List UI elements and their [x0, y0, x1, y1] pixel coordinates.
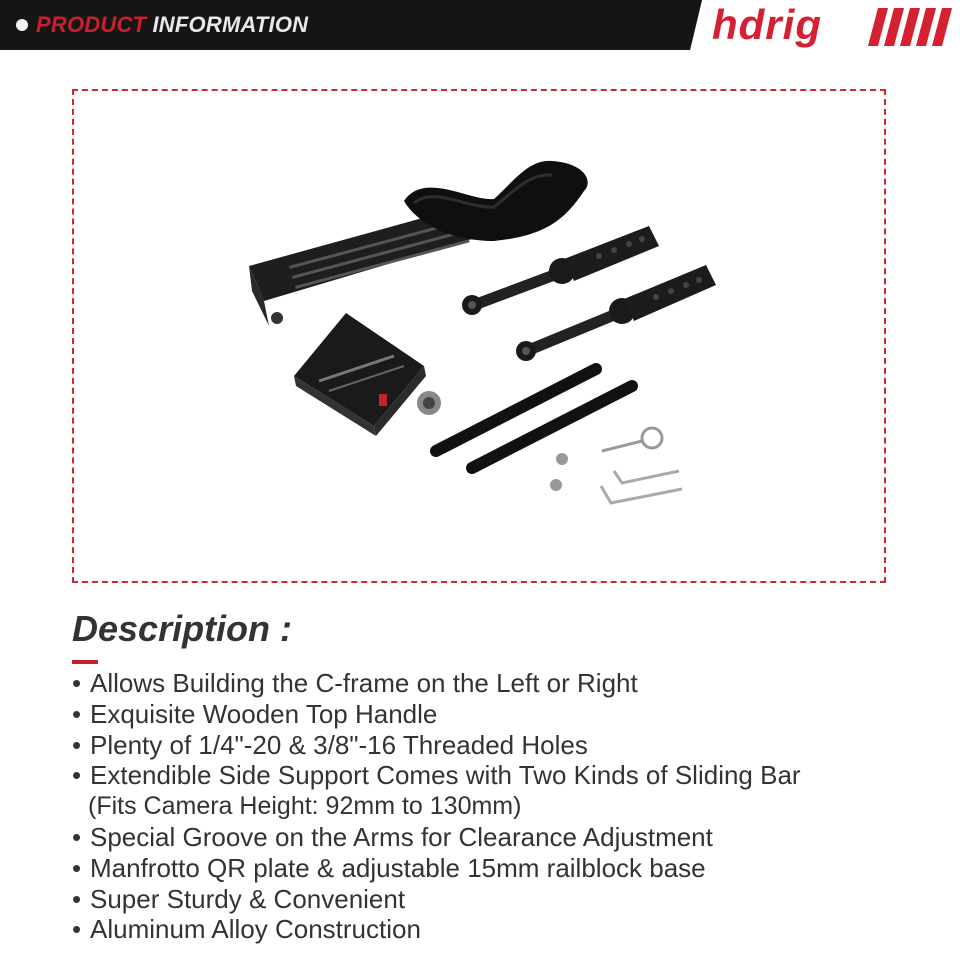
feature-text: Super Sturdy & Convenient	[90, 883, 406, 914]
feature-item	[72, 668, 932, 699]
feature-item	[72, 760, 932, 822]
bullet-dot-icon	[16, 19, 28, 31]
bullet-icon: •	[72, 760, 82, 791]
bullet-icon: •	[72, 883, 82, 914]
bullet-icon: •	[72, 914, 82, 945]
section-title-rest: INFORMATION	[152, 12, 309, 37]
feature-item	[72, 699, 932, 730]
feature-item	[72, 853, 932, 884]
feature-item	[72, 884, 932, 915]
header-bar	[0, 0, 960, 50]
bullet-icon: •	[72, 668, 82, 698]
feature-item	[72, 730, 932, 761]
qr-plate-icon	[294, 313, 441, 436]
feature-text: Special Groove on the Arms for Clearance Adjustment	[90, 821, 713, 852]
feature-text: Plenty of 1/4"-20 & 3/8"-16 Threaded Holes	[90, 729, 588, 760]
section-title-accent: PRODUCT	[36, 12, 147, 37]
feature-text: Allows Building the C-frame on the Left or Right	[90, 668, 638, 698]
bullet-icon: •	[72, 852, 82, 883]
feature-item	[72, 822, 932, 853]
screw-icon	[550, 453, 568, 491]
description-heading: Description :	[72, 608, 293, 649]
bullet-icon: •	[72, 698, 82, 729]
feature-item	[72, 914, 932, 945]
section-title	[36, 12, 308, 38]
feature-subtext: (Fits Camera Height: 92mm to 130mm)	[88, 792, 522, 821]
product-kit-image	[74, 91, 884, 581]
feature-text: Aluminum Alloy Construction	[90, 914, 421, 945]
hex-key-icon	[601, 471, 682, 503]
bullet-icon: •	[72, 821, 82, 852]
key-ring-icon	[602, 428, 662, 451]
heading-underline	[72, 660, 98, 664]
brand-logo	[690, 0, 960, 50]
feature-text: Manfrotto QR plate & adjustable 15mm railblock base	[90, 852, 706, 883]
bullet-icon: •	[72, 729, 82, 760]
brand-wordmark: hdrig	[712, 1, 822, 48]
feature-list	[72, 668, 932, 945]
product-photo-frame	[72, 89, 886, 583]
feature-text: Extendible Side Support Comes with Two Kinds of Sliding Bar	[90, 760, 801, 791]
rod-icon	[436, 369, 632, 468]
feature-text: Exquisite Wooden Top Handle	[90, 698, 438, 729]
